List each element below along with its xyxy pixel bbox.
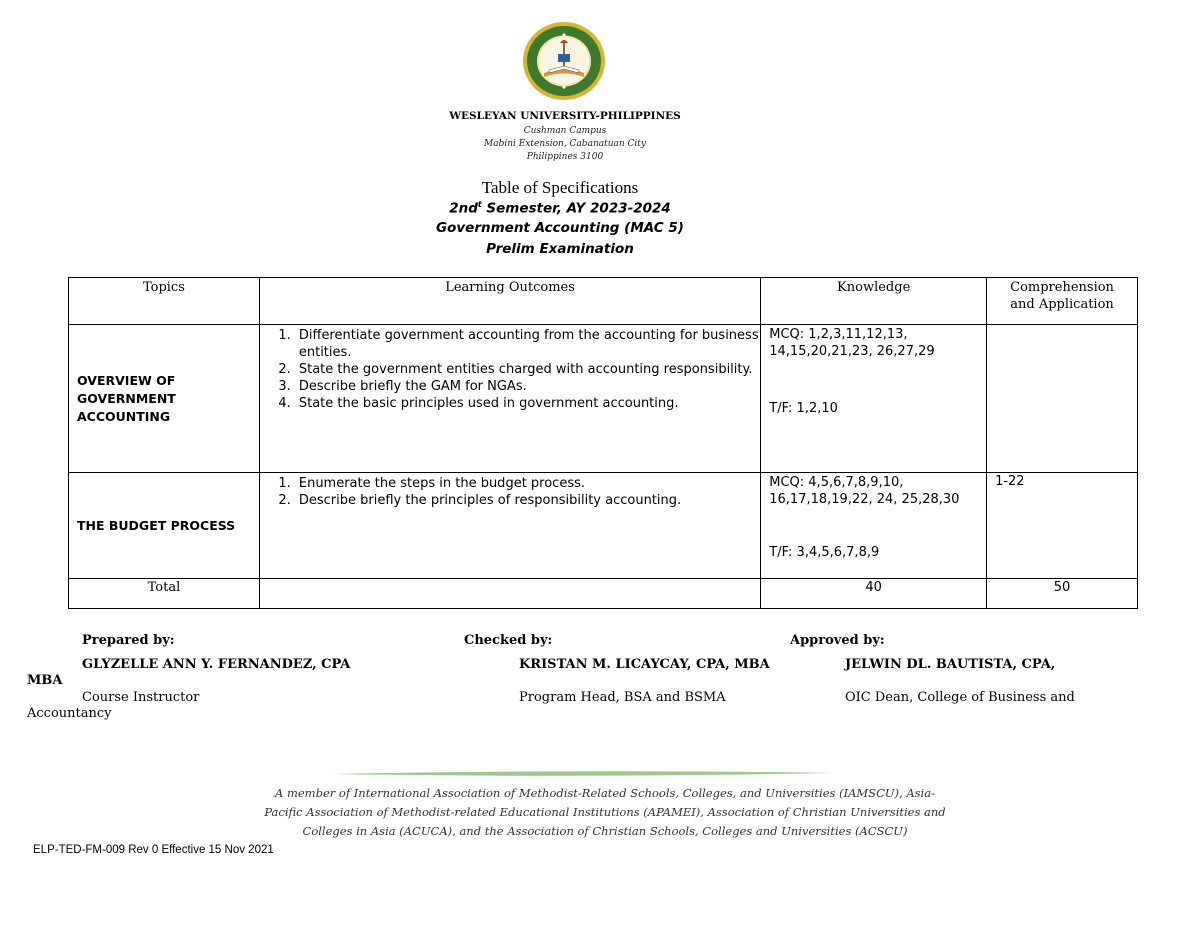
country-line: Philippines 3100 <box>526 152 604 162</box>
tf-items: T/F: 1,2,10 <box>769 401 838 416</box>
university-name: WESLEYAN UNIVERSITY-PHILIPPINES <box>449 110 681 122</box>
outcomes-cell <box>259 325 760 473</box>
total-comprehension: 50 <box>987 579 1138 609</box>
footer-membership-line2: Pacific Association of Methodist-related Educational Institutions (APAMEI), Association of Christian Universities and <box>264 805 946 819</box>
specifications-table <box>68 277 1138 609</box>
address-line: Mabini Extension, Cabanatuan City <box>483 139 647 149</box>
document-title: Table of Specifications <box>481 178 639 197</box>
mcq-items: 14,15,20,21,23, 26,27,29 <box>769 344 935 359</box>
footer-decorative-line <box>333 770 833 777</box>
topic-line: THE BUDGET PROCESS <box>77 517 236 533</box>
list-item: 4. State the basic principles used in government accounting. <box>295 395 760 412</box>
approved-by-name: JELWIN DL. BAUTISTA, CPA, <box>845 657 1056 672</box>
header-comprehension <box>987 278 1138 325</box>
topic-line: ACCOUNTING <box>77 408 171 424</box>
header-comprehension-line2: and Application <box>1010 297 1114 312</box>
tf-items: T/F: 3,4,5,6,7,8,9 <box>769 545 880 560</box>
course-title: Government Accounting (MAC 5) <box>436 220 684 236</box>
exam-title: Prelim Examination <box>486 241 634 257</box>
checked-by-name: KRISTAN M. LICAYCAY, CPA, MBA <box>519 657 770 672</box>
approved-by-label: Approved by: <box>790 633 885 648</box>
approved-by-role: OIC Dean, College of Business and <box>845 690 1075 705</box>
list-item: 1. Differentiate government accounting from the accounting for business entities. <box>295 327 760 361</box>
header-knowledge: Knowledge <box>761 278 987 325</box>
semester-superscript: t <box>477 200 482 209</box>
total-row <box>69 579 1138 609</box>
list-item: 2. State the government entities charged with accounting responsibility. <box>295 361 760 378</box>
approved-by-role-wrap: Accountancy <box>27 706 112 721</box>
header-learning-outcomes: Learning Outcomes <box>259 278 760 325</box>
knowledge-cell <box>761 325 987 473</box>
approved-by-name-wrap: MBA <box>27 673 63 688</box>
footer-membership-line1: A member of International Association of Methodist-Related Schools, Colleges, and Universities (IAMSCU), Asia- <box>275 786 935 800</box>
topic-line: GOVERNMENT <box>77 390 176 406</box>
semester-rest: Semester, AY 2023-2024 <box>481 200 671 217</box>
prepared-by-label: Prepared by: <box>82 633 175 648</box>
topic-line: OVERVIEW OF <box>77 372 176 388</box>
list-item: 2. Describe briefly the principles of responsibility accounting. <box>295 492 760 509</box>
mcq-items: MCQ: 4,5,6,7,8,9,10, <box>769 475 904 490</box>
mcq-items: MCQ: 1,2,3,11,12,13, <box>769 327 908 342</box>
knowledge-cell <box>761 473 987 579</box>
prepared-by-role: Course Instructor <box>82 690 200 705</box>
list-item: 3. Describe briefly the GAM for NGAs. <box>295 378 760 395</box>
table-row <box>69 473 1138 579</box>
campus-name: Cushman Campus <box>523 126 607 136</box>
footer-membership-line3: Colleges in Asia (ACUCA), and the Association of Christian Schools, Colleges and Universities (ACSCU) <box>302 824 908 838</box>
topic-cell <box>69 473 260 579</box>
checked-by-label: Checked by: <box>464 633 553 648</box>
table-header-row <box>69 278 1138 325</box>
header-topics: Topics <box>69 278 260 325</box>
comprehension-cell: 1-22 <box>987 473 1138 579</box>
total-knowledge: 40 <box>761 579 987 609</box>
topic-cell <box>69 325 260 473</box>
total-label: Total <box>69 579 260 609</box>
document-code: ELP-TED-FM-009 Rev 0 Effective 15 Nov 2021 <box>33 844 274 856</box>
table-row <box>69 325 1138 473</box>
mcq-items: 16,17,18,19,22, 24, 25,28,30 <box>769 492 960 507</box>
university-seal-logo <box>522 21 606 101</box>
comprehension-cell <box>987 325 1138 473</box>
semester-prefix: 2nd <box>449 200 478 217</box>
total-outcomes-empty <box>259 579 760 609</box>
outcomes-list <box>260 475 760 509</box>
outcomes-list <box>260 327 760 412</box>
checked-by-role: Program Head, BSA and BSMA <box>519 690 726 705</box>
semester-line <box>0 200 1120 217</box>
header-comprehension-line1: Comprehension <box>1010 280 1114 295</box>
outcomes-cell <box>259 473 760 579</box>
prepared-by-name: GLYZELLE ANN Y. FERNANDEZ, CPA <box>82 657 351 672</box>
list-item: 1. Enumerate the steps in the budget process. <box>295 475 760 492</box>
